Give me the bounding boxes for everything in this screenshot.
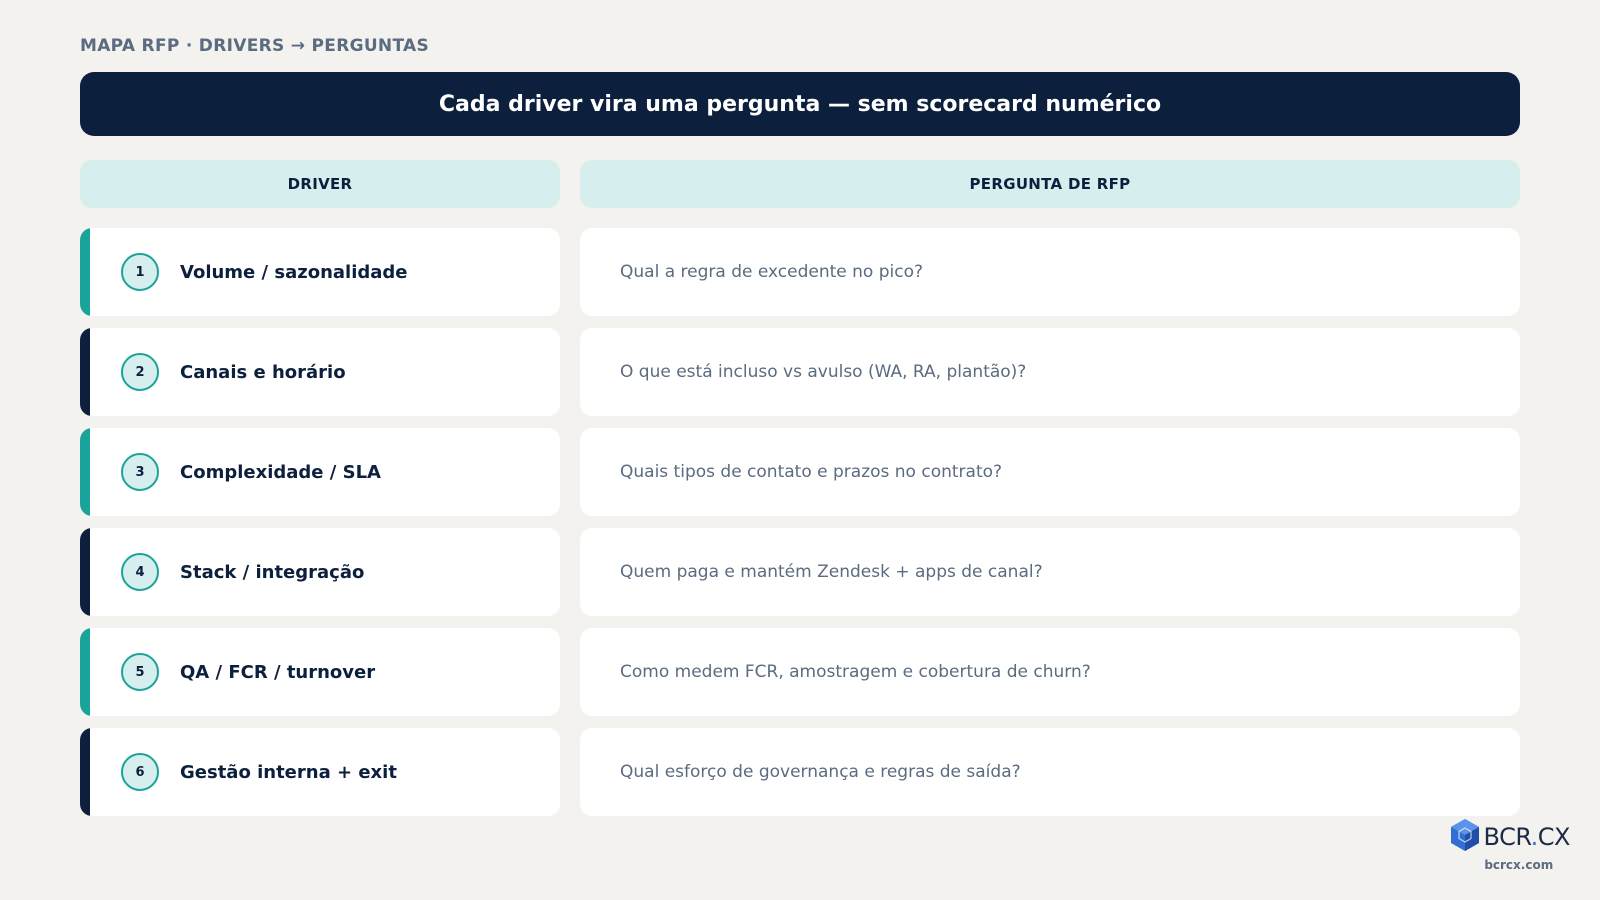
number-badge: 6 (121, 753, 159, 791)
accent-bar (80, 428, 90, 516)
column-header-question: PERGUNTA DE RFP (580, 160, 1520, 208)
driver-card (80, 628, 560, 716)
brand-logo (1450, 818, 1570, 872)
driver-card (80, 228, 560, 316)
driver-label: Stack / integração (180, 561, 365, 583)
table-row (80, 728, 1520, 816)
cube-logo-icon (1450, 818, 1480, 856)
number-badge: 1 (121, 253, 159, 291)
driver-label: QA / FCR / turnover (180, 661, 376, 683)
table-row (80, 328, 1520, 416)
mapping-table (80, 228, 1520, 828)
accent-bar (80, 228, 90, 316)
accent-bar (80, 728, 90, 816)
table-row (80, 428, 1520, 516)
number-badge: 4 (121, 553, 159, 591)
table-row (80, 628, 1520, 716)
number-badge: 3 (121, 453, 159, 491)
question-card: Qual a regra de excedente no pico? (580, 228, 1520, 316)
question-card: O que está incluso vs avulso (WA, RA, plantão)? (580, 328, 1520, 416)
driver-label: Canais e horário (180, 361, 346, 383)
driver-card (80, 328, 560, 416)
accent-bar (80, 628, 90, 716)
banner-title: Cada driver vira uma pergunta — sem scorecard numérico (80, 72, 1520, 136)
accent-bar (80, 528, 90, 616)
table-row (80, 228, 1520, 316)
driver-card (80, 728, 560, 816)
number-badge: 2 (121, 353, 159, 391)
driver-label: Complexidade / SLA (180, 461, 381, 483)
driver-label: Gestão interna + exit (180, 761, 397, 783)
driver-card (80, 428, 560, 516)
question-card: Quem paga e mantém Zendesk + apps de canal? (580, 528, 1520, 616)
driver-label: Volume / sazonalidade (180, 261, 408, 283)
question-card: Quais tipos de contato e prazos no contrato? (580, 428, 1520, 516)
brand-url: bcrcx.com (1484, 858, 1554, 872)
eyebrow-title: MAPA RFP · DRIVERS → PERGUNTAS (80, 36, 430, 56)
column-header-driver: DRIVER (80, 160, 560, 208)
number-badge: 5 (121, 653, 159, 691)
brand-name: BCR.CX (1483, 823, 1570, 851)
accent-bar (80, 328, 90, 416)
table-row (80, 528, 1520, 616)
question-card: Como medem FCR, amostragem e cobertura de churn? (580, 628, 1520, 716)
question-card: Qual esforço de governança e regras de saída? (580, 728, 1520, 816)
driver-card (80, 528, 560, 616)
